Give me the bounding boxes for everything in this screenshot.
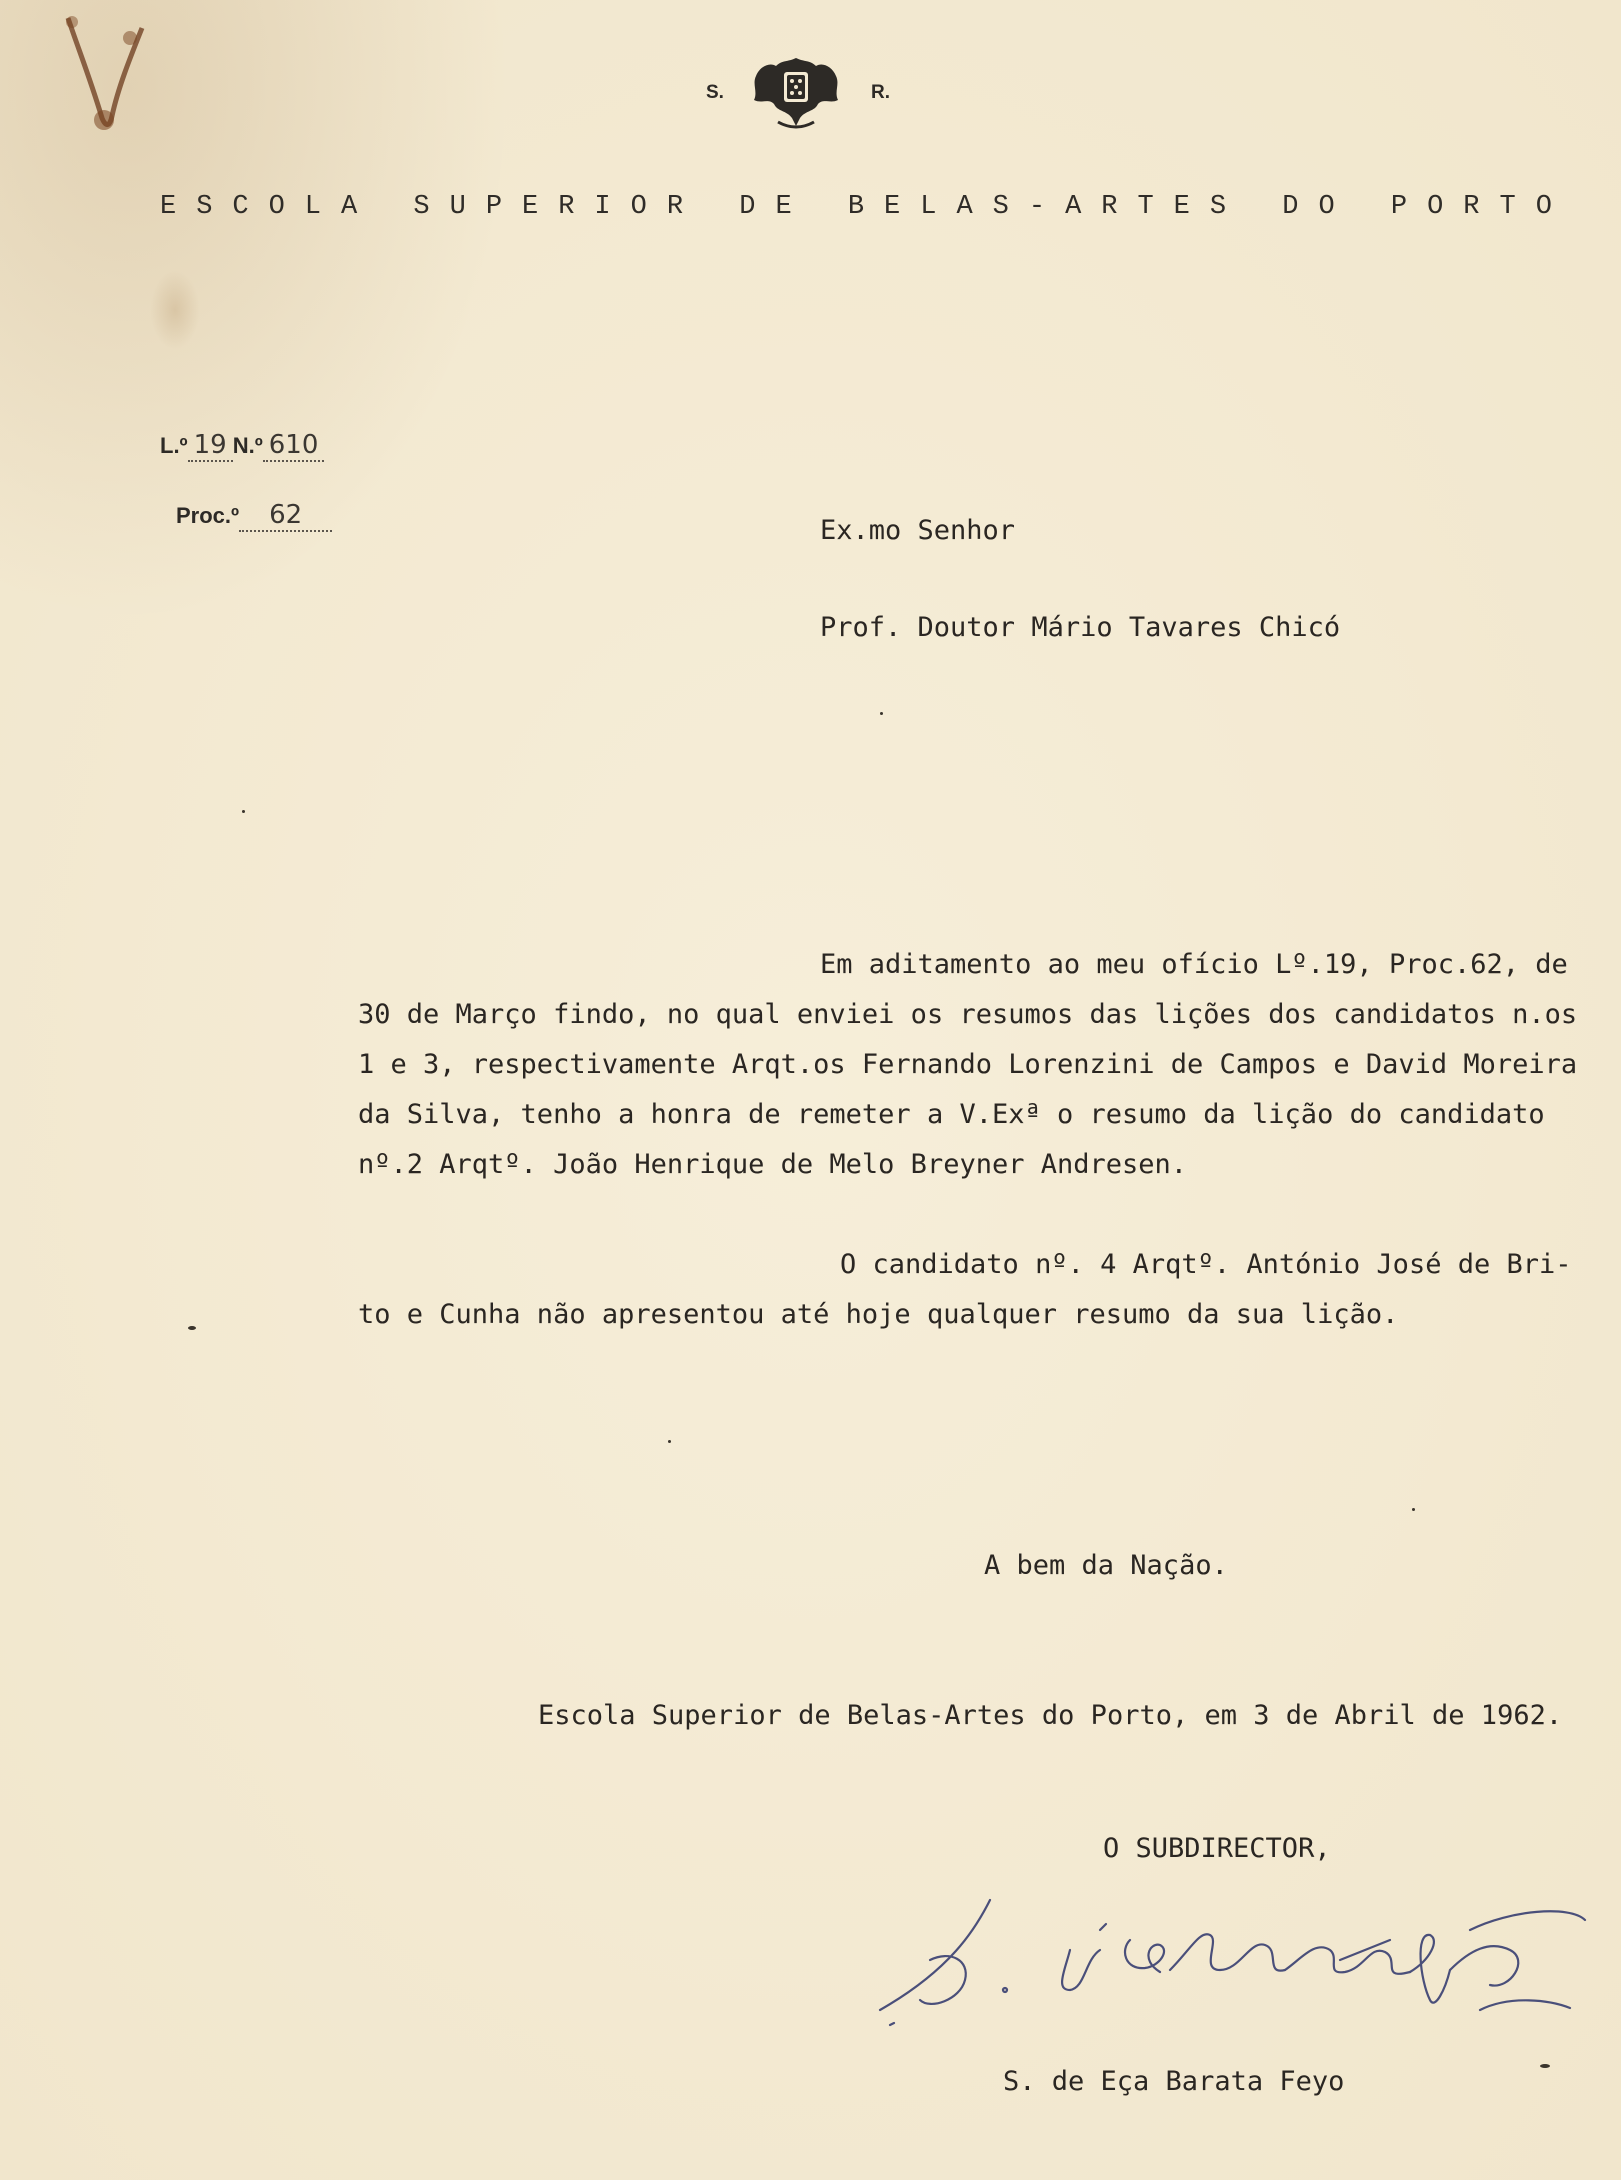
water-stain bbox=[150, 270, 200, 350]
reference-proc bbox=[176, 500, 332, 530]
livro-label: L.º bbox=[160, 433, 188, 458]
reference-livro-numero bbox=[160, 430, 324, 460]
signer-name: S. de Eça Barata Feyo bbox=[1003, 2066, 1345, 2097]
proc-value: 62 bbox=[239, 500, 332, 532]
salutation: Ex.mo Senhor bbox=[820, 515, 1016, 546]
signer-role: O SUBDIRECTOR, bbox=[1103, 1833, 1331, 1864]
crest-right-letter: R. bbox=[871, 82, 890, 103]
coat-of-arms-icon bbox=[748, 52, 844, 130]
rust-stain-icon bbox=[60, 8, 150, 138]
crest-left-letter: S. bbox=[706, 82, 724, 103]
paper-speck bbox=[188, 1326, 196, 1330]
body-line: O candidato nº. 4 Arqtº. António José de Bri- bbox=[840, 1249, 1572, 1280]
paper-speck bbox=[1412, 1508, 1415, 1511]
body-line: nº.2 Arqtº. João Henrique de Melo Breyner Andresen. bbox=[358, 1149, 1188, 1180]
body-line: da Silva, tenho a honra de remeter a V.Exª o resumo da lição do candidato bbox=[358, 1099, 1545, 1130]
proc-label: Proc.º bbox=[176, 503, 240, 528]
paper-speck bbox=[880, 712, 883, 715]
body-line: 30 de Março findo, no qual enviei os resumos das lições dos candidatos n.os bbox=[358, 999, 1578, 1030]
livro-value: 19 bbox=[188, 430, 233, 462]
numero-label: N.º bbox=[232, 433, 263, 458]
place-and-date: Escola Superior de Belas-Artes do Porto, em 3 de Abril de 1962. bbox=[538, 1700, 1563, 1731]
paper-speck bbox=[668, 1440, 671, 1443]
recipient: Prof. Doutor Mário Tavares Chicó bbox=[820, 612, 1341, 643]
body-line: Em aditamento ao meu ofício Lº.19, Proc.62, de bbox=[820, 949, 1568, 980]
body-line: 1 e 3, respectivamente Arqt.os Fernando Lorenzini de Campos e David Moreira bbox=[358, 1049, 1578, 1080]
institution-header: ESCOLA SUPERIOR DE BELAS-ARTES DO PORTO bbox=[160, 192, 1572, 222]
numero-value: 610 bbox=[263, 430, 325, 462]
body-line: to e Cunha não apresentou até hoje qualquer resumo da sua lição. bbox=[358, 1299, 1399, 1330]
paper-speck bbox=[242, 810, 245, 813]
handwritten-signature-icon bbox=[870, 1890, 1590, 2050]
closing-formula: A bem da Nação. bbox=[984, 1550, 1228, 1581]
paper-speck bbox=[1540, 2064, 1550, 2068]
